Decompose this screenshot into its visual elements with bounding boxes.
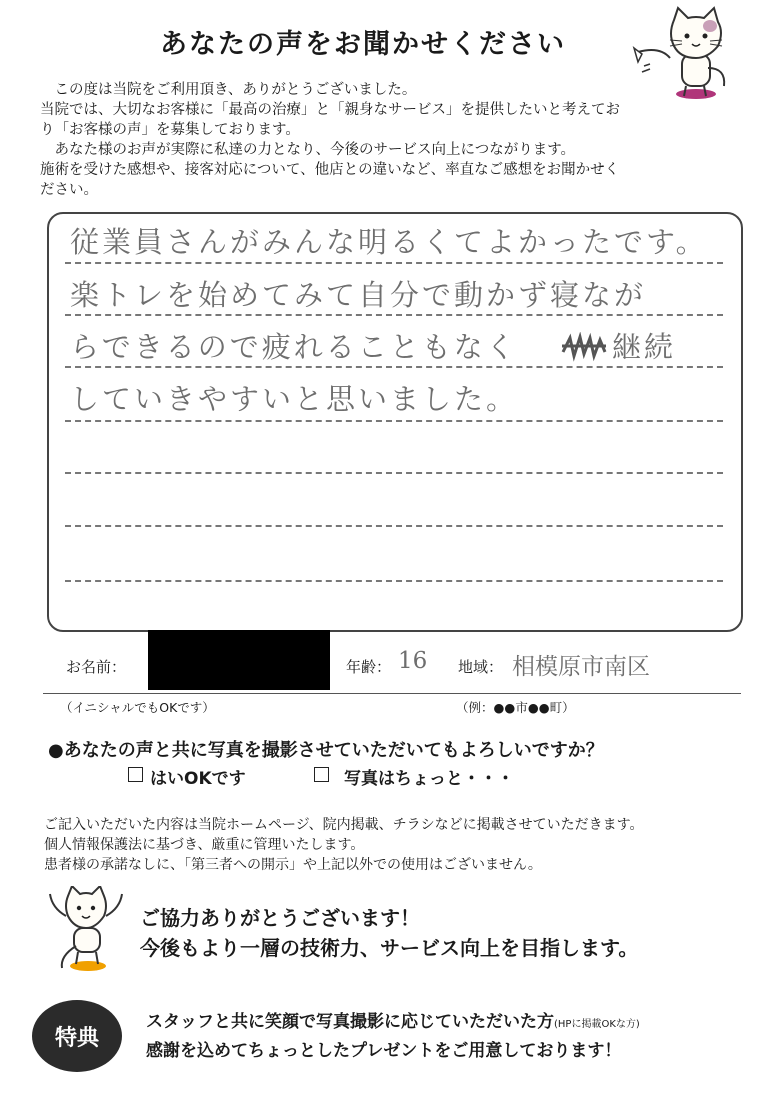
bonus-line [146,1009,640,1038]
age-value: 16 [398,648,428,674]
page-title: あなたの声をお聞かせください [160,29,566,60]
checkbox-yes[interactable] [128,767,143,782]
cat-mascot-icon [46,886,126,972]
bonus-badge: 特典 [32,1000,122,1072]
ruled-line [65,366,723,368]
comment-line: 従業員さんがみんな明るくてよかったです。 [70,225,708,259]
intro-line: 施術を受けた感想や、接客対応について、他店との違いなど、率直なご感想をお聞かせく [40,162,620,178]
comment-line: 継続 [612,330,677,364]
crossed-out-scribble [560,332,608,362]
disclaimer [44,815,643,875]
age-label: 年齢： [346,658,392,676]
name-label: お名前： [66,658,127,676]
thanks-line: 今後もより一層の技術力、サービス向上を目指します。 [140,936,639,960]
bonus-note: (HPに掲載OKな方) [554,1019,640,1030]
disclaimer-line: ご記入いただいた内容は当院ホームページ、院内掲載、チラシなどに掲載させていただきます。 [44,817,644,833]
region-example: （例：●●市●●町） [456,700,575,715]
intro-text [40,80,746,200]
intro-line: り「お客様の声」を募集しております。 [40,122,300,138]
region-value: 相模原市南区 [512,654,650,680]
checkbox-no[interactable] [314,767,329,782]
intro-line: この度は当院をご利用頂き、ありがとうございました。 [54,82,417,98]
bonus-line-text: スタッフと共に笑顔で写真撮影に応じていただいた方 [146,1012,554,1032]
comment-line: らできるので疲れることもなく [70,330,518,364]
option-no-label: 写真はちょっと・・・ [344,769,514,789]
ruled-line [65,580,723,582]
ruled-line [65,262,723,264]
initial-note: （イニシャルでもOKです） [60,700,215,715]
bonus-line: 感謝を込めてちょっとしたプレゼントをご用意しております！ [146,1041,622,1061]
redacted-name [148,630,330,690]
thanks-line: ご協力ありがとうございます！ [140,906,420,930]
disclaimer-line: 患者様の承諾なしに、「第三者への開示」や上記以外での使用はございません。 [44,857,542,873]
intro-line: 当院では、大切なお客様に「最高の治療」と「親身なサービス」を提供したいと考えてお [40,102,620,118]
intro-line: あなた様のお声が実際に私達の力となり、今後のサービス向上につながります。 [54,142,576,158]
photo-question: ●あなたの声と共に写真を撮影させていただいてもよろしいですか？ [48,740,604,761]
intro-line: ださい。 [40,182,98,198]
ruled-line [65,314,723,316]
disclaimer-line: 個人情報保護法に基づき、厳重に管理いたします。 [44,837,365,853]
form-underline [43,693,741,694]
comment-line: 楽トレを始めてみて自分で動かず寝なが [70,278,647,312]
ruled-line [65,420,723,422]
thanks-message [140,903,638,963]
ruled-line [65,472,723,474]
ruled-line [65,525,723,527]
option-yes-label: はいOKです [150,769,246,789]
comment-line: していきやすいと思いました。 [70,382,519,416]
bonus-text [146,1009,640,1064]
region-label: 地域： [458,658,504,676]
